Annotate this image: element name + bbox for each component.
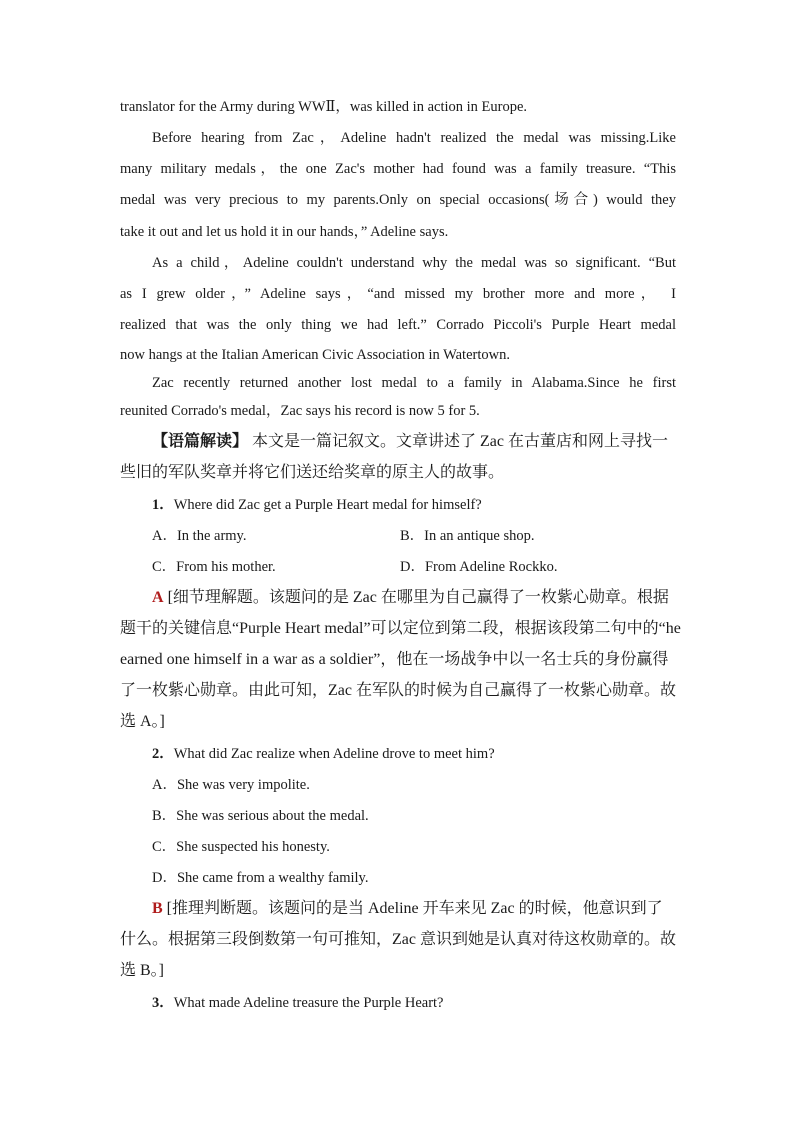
question-number: 1． [152, 497, 174, 513]
option-c: C．She suspected his honesty. [152, 839, 330, 855]
option-a: A．In the army. [152, 528, 247, 544]
option-d: D．From Adeline Rockko. [400, 559, 558, 575]
passage-line: as I grew older，” Adeline says，“and missed my brother more and more， I [120, 286, 676, 302]
analysis-text: 本文是一篇记叙文。文章讲述了 Zac 在古董店和网上寻找一 [252, 433, 668, 450]
passage-line: As a child，Adeline couldn't understand why the medal was so significant. “But [152, 255, 676, 271]
question-3 [152, 993, 676, 1013]
passage-line: many military medals，the one Zac's mother had found was a family treasure. “This [120, 161, 676, 177]
passage-line: medal was very precious to my parents.Only on special occasions(场合) would they [120, 192, 676, 208]
passage-line: translator for the Army during WWⅡ，was killed in action in Europe. [120, 99, 528, 115]
option-b: B．She was serious about the medal. [152, 808, 369, 824]
passage-line: reunited Corrado's medal，Zac says his record is now 5 for 5. [120, 403, 480, 419]
analysis-label: 【语篇解读】 [152, 433, 249, 450]
explanation-text: [细节理解题。该题问的是 Zac 在哪里为自己赢得了一枚紫心勋章。根据 [167, 589, 669, 606]
passage-line: now hangs at the Italian American Civic Association in Watertown. [120, 347, 510, 363]
explanation-line: 题干的关键信息“Purple Heart medal”可以定位到第二段，根据该段第二句中的“he [120, 620, 681, 637]
explanation-text: [推理判断题。该题问的是当 Adeline 开车来见 Zac 的时候，他意识到了 [166, 900, 663, 917]
explanation-line: 什么。根据第三段倒数第一句可推知，Zac 意识到她是认真对待这枚勋章的。故 [120, 931, 676, 948]
passage-line: Before hearing from Zac，Adeline hadn't realized the medal was missing.Like [152, 130, 676, 146]
question-text: What did Zac realize when Adeline drove to meet him? [173, 746, 495, 762]
answer-key: A [152, 589, 164, 606]
explanation-line: 选 B。] [120, 962, 165, 979]
analysis-line: 些旧的军队奖章并将它们送还给奖章的原主人的故事。 [120, 464, 505, 481]
option-a: A．She was very impolite. [152, 777, 310, 793]
explanation-line [152, 588, 676, 608]
question-1 [152, 495, 676, 515]
question-text: Where did Zac get a Purple Heart medal for himself? [173, 497, 482, 513]
question-text: What made Adeline treasure the Purple Heart? [173, 995, 444, 1011]
answer-key: B [152, 900, 163, 917]
passage-line: take it out and let us hold it in our hands，” Adeline says. [120, 224, 449, 240]
question-2 [152, 744, 676, 764]
option-d: D．She came from a wealthy family. [152, 870, 369, 886]
explanation-line: 了一枚紫心勋章。由此可知，Zac 在军队的时候为自己赢得了一枚紫心勋章。故 [120, 682, 676, 699]
passage-line: Zac recently returned another lost medal to a family in Alabama.Since he first [152, 375, 676, 391]
passage-line: realized that was the only thing we had left.” Corrado Piccoli's Purple Heart medal [120, 317, 676, 333]
option-b: B．In an antique shop. [400, 528, 535, 544]
explanation-line: earned one himself in a war as a soldier”，他在一场战争中以一名士兵的身份赢得 [120, 651, 669, 668]
explanation-line: 选 A。] [120, 713, 165, 730]
explanation-line [152, 899, 676, 919]
question-number: 2． [152, 746, 174, 762]
question-number: 3． [152, 995, 174, 1011]
analysis-line [152, 432, 676, 452]
option-c: C．From his mother. [152, 559, 276, 575]
